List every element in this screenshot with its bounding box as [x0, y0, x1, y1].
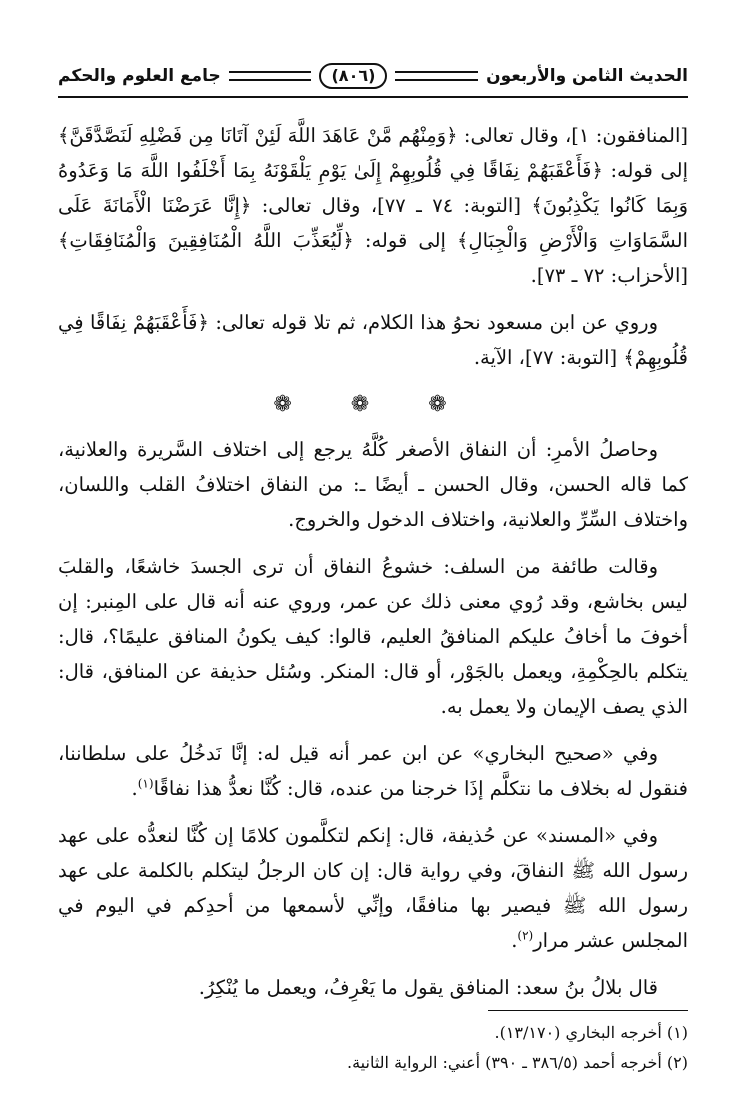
paragraph-5-text: وفي «صحيح البخاري» عن ابن عمر أنه قيل له: إنَّا نَدخُلُ على سلطاننا، فنقول له بخلاف ما نتكلَّم إذَا خرجنا من عنده، قال: كُنَّا نعدُّ هذا نفاقًا — [58, 742, 688, 800]
paragraph-6: وفي «المسند» عن حُذيفة، قال: إنكم لتكلَّمون كلامًا إن كُنَّا لنعدُّه على عهد رسول الله ﷺ النفاقَ، وفي رواية قال: إن كان الرجلُ ليتكلم بالكلمة على عهد رسول الله ﷺ فيصير بها منافقًا، وإنِّي لأسمعها من أحدِكم في اليوم في المجلس عشر مرار$^{(٢)}$. — [58, 824, 688, 952]
footnote-1: (١) أخرجه البخاري (١٣/١٧٠). — [494, 1023, 688, 1042]
paragraph-4: وقالت طائفة من السلف: خشوعُ النفاق أن ترى الجسدَ خاشعًا، والقلبَ ليس بخاشع، وقد رُوي معنى ذلك عن عمر، وروي عنه أنه قال على المِنبر: إن أخوفَ ما أخافُ عليكم المنافقُ العليم، قالوا: كيف يكونُ المنافق عليمًا؟، قال: يتكلم بالحِكْمِةِ، ويعمل بالجَوْر، أو قال: المنكر. وسُئل حذيفة عن المنافق، قال: الذي يصف الإيمان ولا يعمل به. — [58, 555, 688, 718]
main-text — [58, 118, 688, 1017]
hadith-title: الحديث الثامن والأربعون — [486, 66, 688, 86]
paragraph-6-text: وفي «المسند» عن حُذيفة، قال: إنكم لتكلَّمون كلامًا إن كُنَّا لنعدُّه على عهد رسول الله ﷺ النفاقَ، وفي رواية قال: إن كان الرجلُ ليتكلم بالكلمة على عهد رسول الله ﷺ فيصير بها منافقًا، وإنِّي لأسمعها من أحدِكم في اليوم في المجلس عشر مرار — [58, 824, 688, 952]
page-number: (٨٠٦) — [319, 63, 387, 89]
footnote-marker-2[interactable]: (٢) — [517, 928, 534, 943]
header-rule-left — [229, 71, 312, 81]
section-separator-icon: ❁ ❁ ❁ — [273, 392, 473, 417]
header-underline — [58, 96, 688, 98]
footnotes — [58, 1018, 688, 1078]
book-title: جامع العلوم والحكم — [58, 66, 221, 86]
footnote-marker-1[interactable]: (١) — [137, 776, 154, 791]
running-header — [58, 58, 688, 94]
paragraph-3: وحاصلُ الأمرِ: أن النفاق الأصغر كُلَّهُ يرجع إلى اختلاف السَّريرة والعلانية، كما قاله الحسن، وقال الحسن ـ أيضًا ـ: من النفاق اختلافُ القلب واللسان، واختلاف السِّرِّ والعلانية، واختلاف الدخول والخروج. — [58, 438, 688, 531]
paragraph-2: وروي عن ابن مسعود نحوُ هذا الكلام، ثم تلا قوله تعالى: ﴿فَأَعْقَبَهُمْ نِفَاقًا فِي قُلُوبِهِمْ﴾ [التوبة: ٧٧]، الآية. — [58, 311, 688, 369]
paragraph-1: [المنافقون: ١]، وقال تعالى: ﴿وَمِنْهُم مَّنْ عَاهَدَ اللَّهَ لَئِنْ آتَانَا مِن فَضْلِهِ لَنَصَّدَّقَنَّ﴾ إلى قوله: ﴿فَأَعْقَبَهُمْ نِفَاقًا فِي قُلُوبِهِمْ إِلَىٰ يَوْمِ يَلْقَوْنَهُ بِمَا أَخْلَفُوا اللَّهَ مَا وَعَدُوهُ وَبِمَا كَانُوا يَكْذِبُونَ﴾ [التوبة: ٧٤ ـ ٧٧]، وقال تعالى: ﴿إِنَّا عَرَضْنَا الْأَمَانَةَ عَلَى السَّمَاوَاتِ وَالْأَرْضِ وَالْجِبَالِ﴾ إلى قوله: ﴿لِّيُعَذِّبَ اللَّهُ الْمُنَافِقِينَ وَالْمُنَافِقَاتِ﴾ [الأحزاب: ٧٢ ـ ٧٣]. — [58, 124, 688, 287]
paragraph-5: وفي «صحيح البخاري» عن ابن عمر أنه قيل له: إنَّا نَدخُلُ على سلطاننا، فنقول له بخلاف ما نتكلَّم إذَا خرجنا من عنده، قال: كُنَّا نعدُّ هذا نفاقًا$^{(١)}$. — [58, 742, 688, 800]
paragraph-7: قال بلالُ بنُ سعد: المنافق يقول ما يَعْرِفُ، ويعمل ما يُنْكِرُ. — [198, 976, 658, 999]
header-rule-right — [395, 71, 478, 81]
footnote-2: (٢) أخرجه أحمد (٣٨٦/٥ ـ ٣٩٠) أعني: الرواية الثانية. — [347, 1053, 688, 1072]
footnote-rule — [488, 1010, 688, 1011]
